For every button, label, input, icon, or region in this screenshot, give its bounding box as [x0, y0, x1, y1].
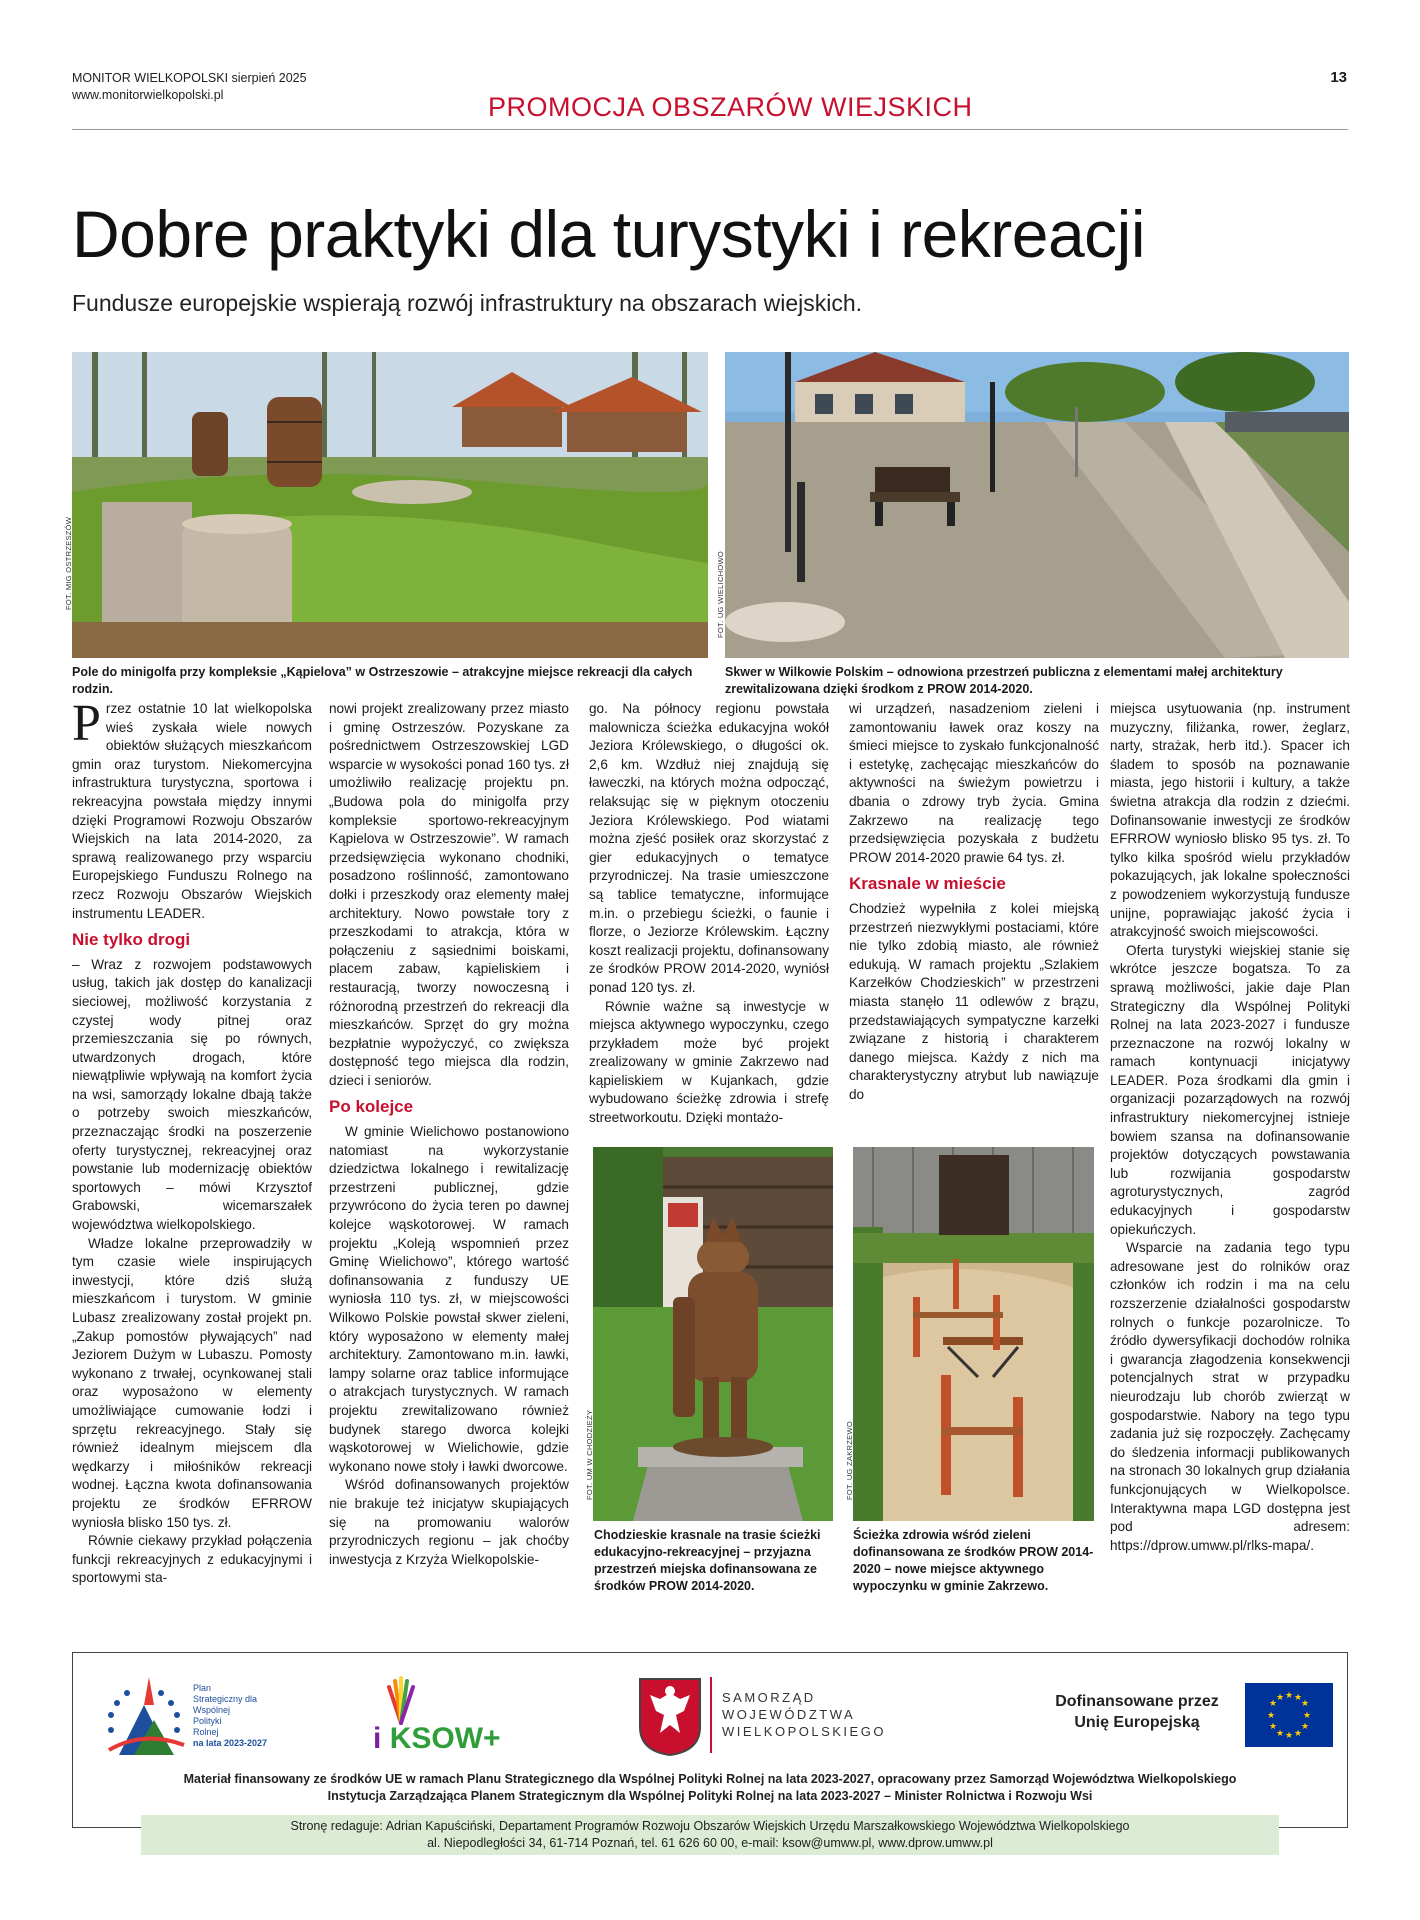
eu-funding-logo — [1013, 1675, 1333, 1761]
photo-credit: FOT. UG ZAKRZEWO — [845, 1421, 854, 1500]
ps-logo-line: Rolnej — [193, 1727, 219, 1737]
ksow-text: KSOW+ — [389, 1722, 501, 1755]
svg-text:★: ★ — [1268, 1722, 1278, 1732]
svg-text:★: ★ — [1293, 1693, 1303, 1703]
masthead: MONITOR WIELKOPOLSKI sierpień 2025 — [72, 71, 307, 85]
text-column-4 — [849, 700, 1099, 1104]
website: www.monitorwielkopolski.pl — [72, 88, 224, 102]
article-title: Dobre praktyki dla turystyki i rekreacji — [72, 197, 1145, 271]
ps-logo-line: Polityki — [193, 1716, 222, 1726]
photo-caption: Chodzieskie krasnale na trasie ścieżki edukacyjno-rekreacyjnej – przyjazna przestrzeń miejska dofinansowana ze środków PROW 2014-2020. — [594, 1528, 821, 1593]
page-number: 13 — [1330, 69, 1347, 86]
paragraph: – Wraz z rozwojem podstawowych usług, takich jak dostęp do kanalizacji sieciowej, możliwość korzystania z czystej wody pitnej oraz przemieszczania się po równych, utwardzonych drogach, które niewątpliwie wpływają na komfort życia na wsi, samorządy lokalne dbają także o potrzeby swoich mieszkańców, przeznaczając środki na poszerzenie oferty turystycznej, rekreacyjnej oraz powstanie lub modernizację obiektów sportowych – mówi Krzysztof Grabowski, wicemarszałek województwa wielkopolskiego. — [72, 956, 312, 1233]
funding-line: Materiał finansowany ze środków UE w ramach Planu Strategicznego dla Wspólnej Polityki Rolnej na lata 2023-2027, opracowany przez Samorząd Województwa Wielkopolskiego — [183, 1772, 1237, 1786]
paragraph: miejsca usytuowania (np. instrument muzyczny, filiżanka, rower, żeglarz, narty, strażak, herb itd.). Spacer ich śladem to sposób na poznawanie miasta, jego historii i kultury, a także świetna atrakcja dla rodzin z dziećmi. Dofinansowanie inwestycji ze środków EFRROW wyniosło blisko 95 tys. zł. To tylko kilka spośród wielu przykładów pokazujących, jak lokalne społeczności z powodzeniem wykorzystują fundusze unijne, poprawiając jakość życia i atrakcyjność swoich miejscowości. — [1110, 701, 1350, 940]
ps-logo-line: Wspólnej — [193, 1705, 231, 1715]
text-column-1 — [72, 695, 312, 1588]
paragraph: Chodzież wypełniła z kolei miejską przestrzeń niezwykłymi postaciami, które nie tylko zdobią miasto, ale również edukują. W ramach projektu „Szlakiem Karzełków Chodzieskich” w przestrzeni miasta stanęło 11 odlewów z brązu, przedstawiających sympatyczne karzełki związane z historią i charakterem danego miejsca. Każdy z nich ma charakterystyczny atrybut lub nawiązuje do — [849, 900, 1099, 1102]
funding-line: Instytucja Zarządzająca Planem Strategicznym dla Wspólnej Polityki Rolnej na lata 2023-2027 – Minister Rolnictwa i Rozwoju Wsi — [327, 1789, 1093, 1803]
svg-text:★: ★ — [1266, 1711, 1276, 1721]
paragraph: nowi projekt zrealizowany przez miasto i gminę Ostrzeszów. Pozyskane za pośrednictwem Ostrzeszowskiej LGD wsparcie w wysokości ponad 160 tys. zł umożliwiło realizację projektu pn. „Budowa pola do minigolfa przy kompleksie sportowo-rekreacyjnym Kąpielova w Ostrzeszowie”. W ramach przedsięwzięcia wykonano chodniki, posadzono roślinność, zamontowano dołki i przeszkody oraz elementy małej architektury. Nowo powstałe tory z przeszkodami to atrakcja, która w połączeniu z sąsiednimi boiskami, placem zabaw, kąpieliskiem i restauracją, tworzy nowoczesną i różnorodną przestrzeń do rekreacji dla mieszkańców. Sprzęt do gry można bezpłatnie wypożyczyć, co zwiększa dostępność tego miejsca dla rodzin, dzieci i seniorów. — [329, 701, 569, 1088]
ksow-i-glyph: i — [373, 1722, 382, 1755]
dropcap: P — [72, 695, 101, 752]
eu-line: Unię Europejską — [1074, 1714, 1200, 1731]
photo-sciezka-zdrowia — [853, 1147, 1094, 1521]
text-column-5 — [1110, 700, 1350, 1555]
svg-text:★: ★ — [1275, 1693, 1285, 1703]
paragraph: Wśród dofinansowanych projektów nie brakuje też inicjatyw skupiających się na promowaniu walorów przyrodniczych regionu – jak choćby inwestycja z Krzyża Wielkopolskie- — [329, 1477, 569, 1567]
samorzad-line: SAMORZĄD — [722, 1690, 816, 1705]
header-divider — [72, 129, 1348, 130]
subheading: Nie tylko drogi — [72, 930, 191, 950]
photo-credit: FOT. UM W CHODZIEŻY — [585, 1409, 594, 1500]
editor-line: al. Niepodległości 34, 61-714 Poznań, tel. 61 626 60 00, e-mail: ksow@umww.pl, www.dprow.umww.pl — [427, 1836, 993, 1850]
eagle-crest-icon — [638, 1677, 702, 1757]
ksow-logo — [373, 1675, 513, 1761]
paragraph: Oferta turystyki wiejskiej stanie się wkrótce jeszcze bogatsza. To za sprawą możliwości, jakie daje Plan Strategiczny dla Wspólnej Polityki Rolnej na lata 2023-2027 i fundusze przeznaczone na rozwój lokalny w ramach kontynuacji inicjatywy LEADER. Poza środkami dla gmin i organizacji pozarządowych na rozwój infrastruktury niekomercyjnej istnieje bowiem szansa na dofinansowanie projektów dotyczących powstawania lub rozwijania gospodarstw agroturystycznych, zagród edukacyjnych i gospodarstw opiekuńczych. — [1110, 942, 1350, 1237]
ps-logo-line: na lata 2023-2027 — [193, 1738, 268, 1748]
paragraph: Równie ciekawy przykład połączenia funkcji rekreacyjnych z edukacyjnymi i sportowymi sta- — [72, 1533, 312, 1586]
svg-text:★: ★ — [1268, 1699, 1278, 1709]
svg-text:★: ★ — [1300, 1699, 1310, 1709]
eu-flag-icon — [1245, 1683, 1333, 1747]
paragraph: rzez ostatnie 10 lat wielkopolska wieś zyskała wiele nowych obiektów służących mieszkańcom gmin oraz turystom. Niekomercyjna infrastruktura turystyczna, sportowa i rekreacyjna powstała między innymi dzięki Programowi Rozwoju Obszarów Wiejskich na lata 2014-2020, za sprawą realizowanego przy wsparciu Europejskiego Funduszu Rolnego na rzecz Rozwoju Obszarów Wiejskich instrumentu LEADER. — [72, 701, 312, 921]
samorzad-line: WOJEWÓDZTWA — [722, 1707, 856, 1722]
ksow-emblem-icon — [381, 1675, 421, 1725]
photo-caption: Pole do minigolfa przy kompleksie „Kąpielova” w Ostrzeszowie – atrakcyjne miejsce rekreacji dla całych rodzin. — [72, 665, 693, 696]
paragraph: Równie ważne są inwestycje w miejsca aktywnego wypoczynku, czego przykładem może być projekt zrealizowany w gminie Zakrzewo nad kąpieliskiem w Kujankach, gdzie wybudowano ścieżkę zdrowia i strefę streetworkoutu. Dzięki montażo- — [589, 998, 829, 1126]
photo-minigolf — [72, 352, 708, 658]
svg-text:★: ★ — [1293, 1729, 1303, 1739]
plan-strategiczny-logo — [99, 1675, 299, 1761]
eu-line: Dofinansowane przez — [1055, 1693, 1219, 1710]
photo-caption: Ścieżka zdrowia wśród zieleni dofinansowana ze środków PROW 2014-2020 – nowe miejsce aktywnego wypoczynku w gminie Zakrzewo. — [853, 1528, 1094, 1593]
subheading: Po kolejce — [329, 1097, 414, 1117]
text-column-3 — [589, 700, 829, 1128]
photo-caption: Skwer w Wilkowie Polskim – odnowiona przestrzeń publiczna z elementami małej architektury zrewitalizowana dzięki środkom z PROW 2014-2020. — [725, 665, 1283, 696]
svg-text:★: ★ — [1302, 1711, 1312, 1721]
samorzad-logo — [638, 1673, 898, 1763]
editor-line: Stronę redaguje: Adrian Kapuściński, Departament Programów Rozwoju Obszarów Wiejskich Urzędu Marszałkowskiego Województwa Wielkopolskiego — [290, 1819, 1130, 1833]
photo-credit: FOT. UG WIELICHOWO — [716, 550, 725, 638]
section-title: PROMOCJA OBSZARÓW WIEJSKICH — [488, 92, 973, 122]
paragraph: W gminie Wielichowo postanowiono natomiast na wykorzystanie dziedzictwa lokalnego i rewitalizację przestrzeni publicznej, gdzie przywrócono do życia teren po dawnej kolejce wąskotorowej. W ramach projektu „Koleją wspomnień przez Gminę Wielichowo”, którego wartość dofinansowania z funduszy UE wyniosła 110 tys. zł, w miejscowości Wilkowo Polskie powstał skwer zieleni, który wyposażono w elementy małej architektury. Zamontowano m.in. ławki, lampy solarne oraz tablice informujące o atrakcjach turystycznych. W ramach projektu zrewitalizowano również budynek starego dworca kolejki wąskotorowej w Wielichowie, gdzie wykonano nowe stoły i ławki dworcowe. — [329, 1124, 569, 1474]
subheading: Krasnale w mieście — [849, 874, 1006, 894]
article-lead: Fundusze europejskie wspierają rozwój infrastruktury na obszarach wiejskich. — [72, 290, 863, 316]
svg-text:★: ★ — [1284, 1691, 1294, 1701]
paragraph: Władze lokalne przeprowadziły w tym czasie wiele inspirujących inwestycji, które dziś służą mieszkańcom i turystom. W gminie Lubasz zrealizowany został projekt pn. „Zakup pomostów pływających” nad Jeziorem Dużym w Lubaszu. Pomosty wykonano z trwałej, ocynkowanej stali oraz wyposażono w elementy umożliwiające cumowanie łodzi i sprzętu rekreacyjnego. Stały się również idealnym miejscem dla wędkarzy i miłośników rekreacji wodnej. Łączna kwota dofinansowania projektu ze środków EFRROW wyniosła blisko 150 tys. zł. — [72, 1235, 312, 1530]
ps-logo-line: Plan — [193, 1683, 212, 1693]
photo-krasnal — [593, 1147, 833, 1521]
ps-logo-line: Strategiczny dla — [193, 1694, 258, 1704]
svg-text:★: ★ — [1275, 1729, 1285, 1739]
photo-credit: FOT. MIG OSTRZESZÓW — [64, 516, 73, 610]
masthead-block — [72, 70, 307, 104]
svg-text:★: ★ — [1284, 1731, 1294, 1741]
paragraph: Wsparcie na zadania tego typu adresowane jest do rolników oraz członków ich rodzin i ma na celu rozszerzenie działalności gospodarstw rolnych o funkcje pozarolnicze. To źródło dywersyfikacji dochodów rolnika i gwarancja złagodzenia konsekwencji potencjalnych strat w przypadku nieurodzaju lub chorób zwierząt w gospodarstwie. Nabory na tego typu zadania już się rozpoczęły. Zachęcamy do śledzenia informacji publikowanych na stronach 30 lokalnych grup działania funkcjonujących w Wielkopolsce. Interaktywna mapa LGD dostępna jest pod adresem: https://dprow.umww.pl/rlks-mapa/. — [1110, 1240, 1350, 1553]
photo-skwer — [725, 352, 1349, 658]
editor-box — [141, 1815, 1279, 1855]
paragraph: go. Na północy regionu powstała malownicza ścieżka edukacyjna wokół Jeziora Królewskiego, o długości ok. 2,6 km. Wzdłuż niej znajdują się ławeczki, na których można odpocząć, relaksując się w pięknym otoczeniu Jeziora Królewskiego. Pod wiatami można zjeść posiłek oraz skorzystać z gier edukacyjnych o tematyce przyrodniczej. Na trasie umieszczone są tablice tematyczne, informujące m.in. o przebiegu ścieżki, o faunie i florze, o Jeziorze Królewskim. Łączny koszt realizacji projektu, dofinansowany ze środków PROW 2014-2020, wyniósł ponad 120 tys. zł. — [589, 701, 829, 995]
paragraph: wi urządzeń, nasadzeniom zieleni i zamontowaniu ławek oraz koszy na śmieci miejsce to zyskało funkcjonalność i estetykę, zachęcając mieszkańców do aktywności na świeżym powietrzu i dbania o zdrowy tryb życia. Gmina Zakrzewo na realizację tego przedsięwzięcia pozyskała z budżetu PROW 2014-2020 prawie 64 tys. zł. — [849, 701, 1099, 865]
svg-text:★: ★ — [1300, 1722, 1310, 1732]
samorzad-line: WIELKOPOLSKIEGO — [722, 1724, 886, 1739]
text-column-2 — [329, 700, 569, 1569]
ps-emblem-icon — [99, 1675, 189, 1761]
